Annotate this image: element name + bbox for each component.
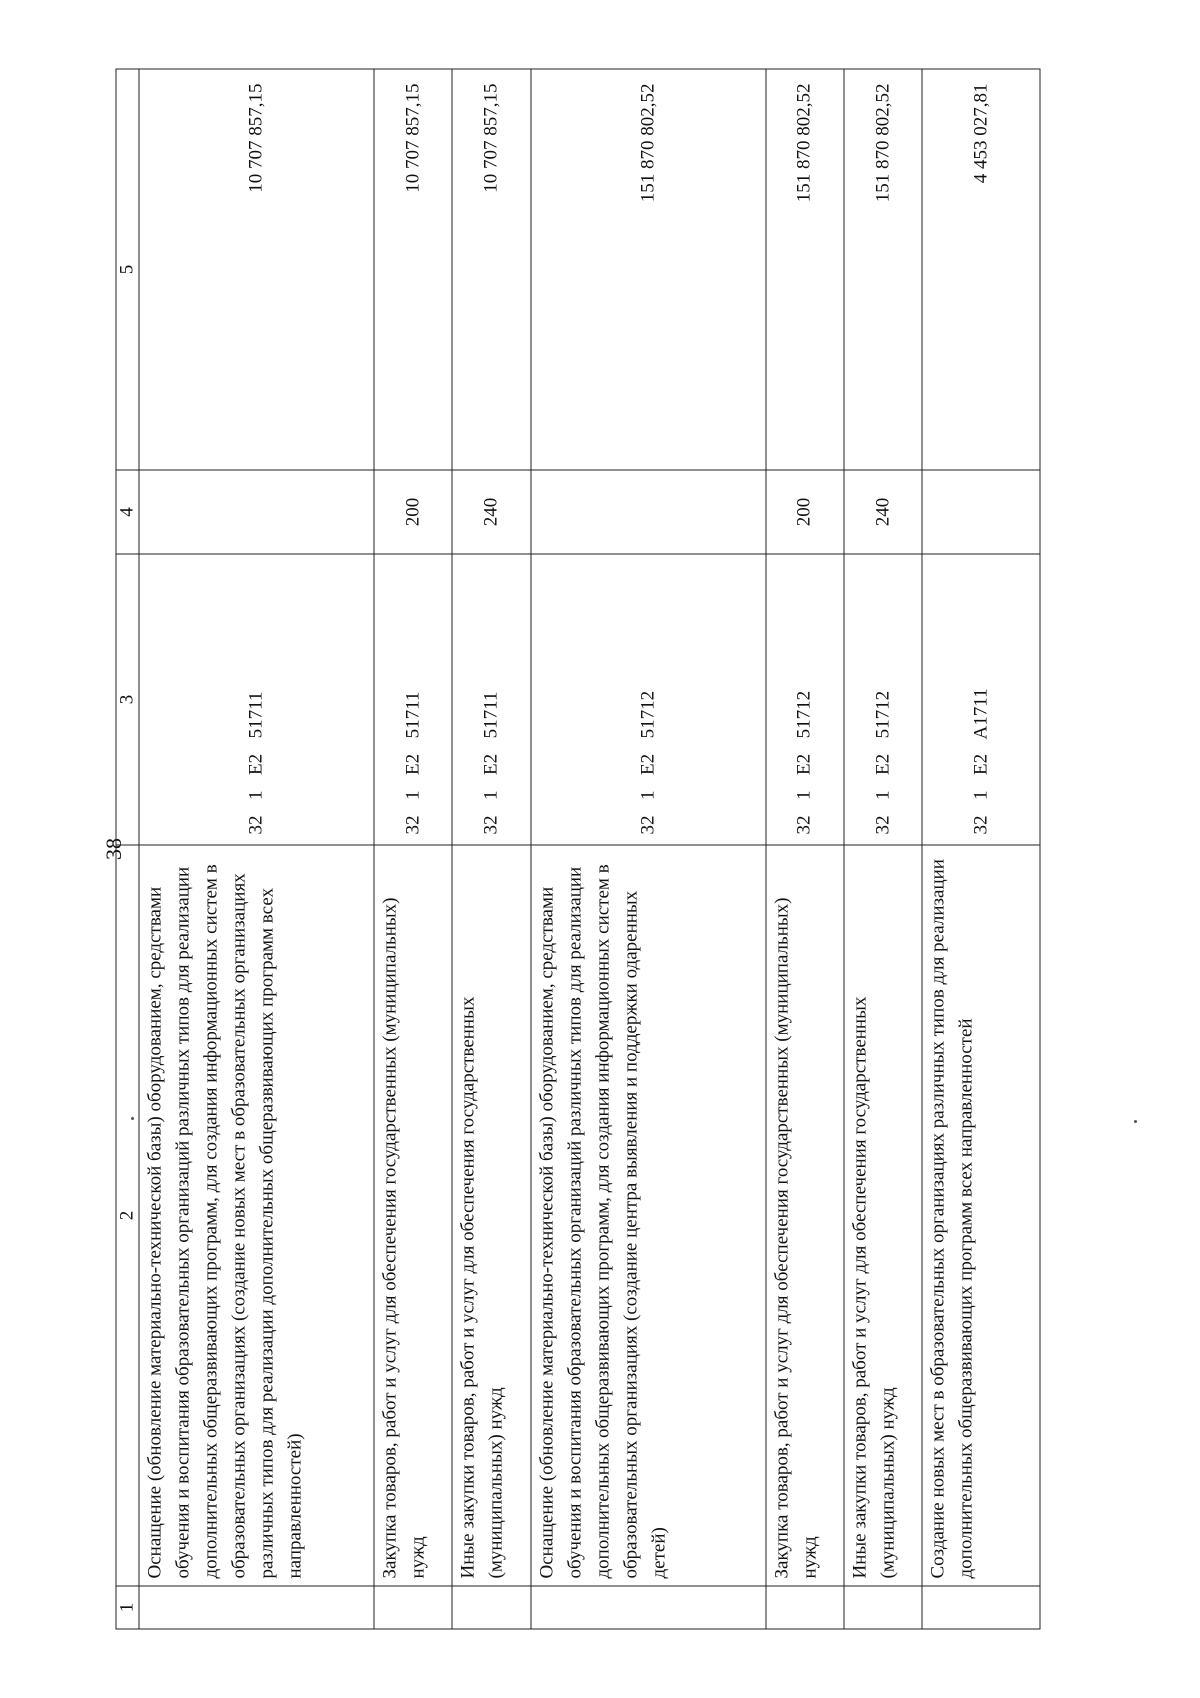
table-row: [531, 69, 766, 1629]
cell-amount: 151 870 802,52: [531, 69, 766, 470]
cell-amount: 10 707 857,15: [452, 69, 530, 470]
cell-col1: [922, 1586, 1040, 1629]
cell-description: Оснащение (обновление материально-технической базы) оборудованием, средствами обучения и воспитания образовательных организаций различных типов для реализации дополнительных общеразвивающих программ, для создания информационных систем в образовательных организациях (создание новых мест в образовательных организациях различных типов для реализации дополнительных общеразвивающих программ всех направленностей): [139, 845, 374, 1586]
header-col-5: 5: [116, 69, 139, 470]
cell-description: Закупка товаров, работ и услуг для обеспечения государственных (муниципальных) нужд: [374, 845, 452, 1586]
table-row: [844, 69, 922, 1629]
header-row: [116, 69, 139, 1629]
cell-code: 32 1 E2 51711: [139, 554, 374, 845]
cell-description: Иные закупки товаров, работ и услуг для обеспечения государственных (муниципальных) нужд: [452, 845, 530, 1586]
cell-expense-type: [531, 470, 766, 554]
cell-col1: [531, 1586, 766, 1629]
cell-col1: [766, 1586, 844, 1629]
cell-col1: [374, 1586, 452, 1629]
cell-code: 32 1 E2 51712: [766, 554, 844, 845]
cell-amount: 10 707 857,15: [374, 69, 452, 470]
cell-code: 32 1 E2 51712: [844, 554, 922, 845]
cell-col1: [139, 1586, 374, 1629]
header-col-1: 1: [116, 1586, 139, 1629]
table-row: [922, 69, 1040, 1629]
cell-expense-type: [922, 470, 1040, 554]
header-col-2: 2: [116, 845, 139, 1586]
budget-table: [116, 68, 1041, 1629]
cell-description: Оснащение (обновление материально-технической базы) оборудованием, средствами обучения и воспитания образовательных организаций различных типов для реализации дополнительных общеразвивающих программ, для создания информационных систем в образовательных организациях (создание центра выявления и поддержки одаренных детей): [531, 845, 766, 1586]
cell-code: 32 1 E2 51711: [374, 554, 452, 845]
cell-col1: [452, 1586, 530, 1629]
cell-description: Создание новых мест в образовательных организациях различных типов для реализации дополнительных общеразвивающих программ всех направленностей: [922, 845, 1040, 1586]
cell-amount: 10 707 857,15: [139, 69, 374, 470]
table-row: [139, 69, 374, 1629]
cell-amount: 151 870 802,52: [844, 69, 922, 470]
cell-expense-type: 200: [374, 470, 452, 554]
cell-code: 32 1 E2 51712: [531, 554, 766, 845]
scan-speck: [1134, 1120, 1137, 1123]
cell-expense-type: 240: [844, 470, 922, 554]
cell-code: 32 1 E2 51711: [452, 554, 530, 845]
cell-expense-type: [139, 470, 374, 554]
page-number: 38: [101, 838, 126, 860]
table-row: [374, 69, 452, 1629]
cell-expense-type: 240: [452, 470, 530, 554]
cell-description: Иные закупки товаров, работ и услуг для обеспечения государственных (муниципальных) нужд: [844, 845, 922, 1586]
cell-expense-type: 200: [766, 470, 844, 554]
cell-description: Закупка товаров, работ и услуг для обеспечения государственных (муниципальных) нужд: [766, 845, 844, 1586]
budget-table-rotated: [116, 69, 1041, 1629]
table-row: [452, 69, 530, 1629]
cell-code: 32 1 E2 A1711: [922, 554, 1040, 845]
header-col-4: 4: [116, 470, 139, 554]
cell-col1: [844, 1586, 922, 1629]
cell-amount: 151 870 802,52: [766, 69, 844, 470]
cell-amount: 4 453 027,81: [922, 69, 1040, 470]
header-col-3: 3: [116, 554, 139, 845]
table-row: [766, 69, 844, 1629]
